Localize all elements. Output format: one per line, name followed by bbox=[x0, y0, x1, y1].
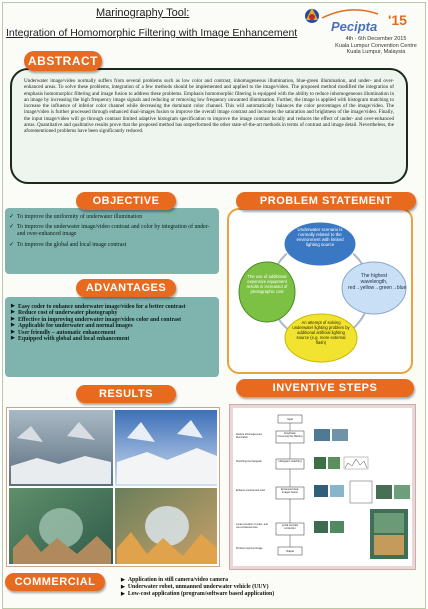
step-note: Reduce inhomogeneous illumination bbox=[236, 433, 262, 439]
event-venue: Kuala Lumpur Convention Centre bbox=[335, 42, 417, 49]
flow-box-label: Input bbox=[287, 418, 293, 421]
commercial-item-text: Low-cost application (program/software based application) bbox=[127, 591, 275, 598]
check-icon: ✓ bbox=[9, 224, 14, 231]
objective-item bbox=[9, 214, 215, 221]
advantage-item-text: User friendly – automatic enhancement bbox=[18, 329, 116, 336]
results-heading: RESULTS bbox=[76, 385, 176, 403]
arrow-bullet-icon: ▶ bbox=[11, 310, 15, 316]
commercial-heading: COMMERCIAL bbox=[5, 573, 105, 591]
results-photos bbox=[7, 408, 219, 566]
objective-item bbox=[9, 224, 215, 238]
objective-box bbox=[5, 208, 219, 274]
abstract-text: Underwater image/video normally suffers from several problems such as low color and contrast, inhomogeneous illumination, blue-green illumination, and under- and over-enhanced areas. To solve these problems, integration of a few methods should be implemented and applied to the image/video. The proposed method modified the integration of emphasis homomorphic filtering and image fusion to address these problems. Emphasis homomorphic filtering is equipped with the ability to reduce inhomogeneous illumination in an image by increasing the high frequency image signals and reducing or removing low frequency unwanted illumination. Further, the image is applied with histogram matching to increase the influence of inferior color channel while decreasing the dominant color channel. This will automatically balances the color percentages of the image/video. The image/video is further processed through enhanced dual-images fusion to improve the overall image contrast and increases the saturation and brightness of the image/video. Finally, the input image/video will go through contrast limited adaptive histogram specification to improve the image contrast locally and reduces the effect of under- and over-enhanced areas. Quantitative and qualitative results prove that the proposed method has outperformed the other state-of-the-art methods in terms of contrast and image detail. Nevertheless, the aforementioned problems have been significantly reduced. bbox=[24, 78, 394, 134]
results-image-grid bbox=[6, 407, 220, 567]
bubble-right-text: The highest wavelength, red→yellow→green→blue bbox=[348, 273, 407, 291]
event-name: Pecipta bbox=[331, 19, 378, 34]
event-details bbox=[330, 36, 422, 56]
flow-box-6 bbox=[278, 547, 302, 555]
flow-box-4 bbox=[276, 487, 304, 499]
event-dates: 4th - 6th December 2015 bbox=[345, 36, 407, 42]
arrow-bullet-icon: ▶ bbox=[11, 323, 15, 329]
advantage-item-text: Applicable for underwater and normal images bbox=[18, 323, 133, 330]
flow-box-label: Enhanced dual-images fusion bbox=[280, 488, 300, 494]
arrow-bullet-icon: ▶ bbox=[11, 336, 15, 342]
arrow-bullet-icon: ▶ bbox=[11, 304, 15, 309]
commercial-item-text: Underwater robot, unmanned underwater vehicle (UUV) bbox=[127, 584, 269, 591]
advantage-item bbox=[11, 336, 213, 342]
flowchart bbox=[230, 405, 415, 569]
flow-box-label: Histogram matching bbox=[278, 460, 302, 463]
problem-statement-box bbox=[227, 208, 413, 374]
flow-box-1 bbox=[278, 415, 302, 423]
advantages-heading: ADVANTAGES bbox=[76, 279, 176, 297]
advantage-item-text: Effective in improving underwater image/video color and contrast bbox=[18, 316, 182, 323]
objective-item-text: To improve the global and local image contrast bbox=[17, 241, 127, 248]
arrow-bullet-icon: ▶ bbox=[121, 578, 125, 583]
inventive-steps-diagram bbox=[229, 404, 416, 570]
objective-heading: OBJECTIVE bbox=[76, 192, 176, 210]
bubble-bottom-text: An attempt of solving underwater lighting problem by additional artificial lighting source (e.g. more external flash) bbox=[292, 320, 350, 345]
bubble-right bbox=[342, 262, 406, 314]
bubble-top bbox=[284, 222, 356, 266]
abstract-box bbox=[10, 68, 408, 184]
bubble-left bbox=[239, 262, 295, 322]
objective-item bbox=[9, 242, 215, 249]
advantage-item-text: Equipped with global and local enhancement bbox=[18, 336, 130, 343]
commercial-item-text: Application in still camera/video camera bbox=[127, 577, 229, 583]
poster-title: Marinography Tool: bbox=[96, 7, 190, 19]
commercial-item bbox=[121, 591, 274, 598]
step-note: Enhance contrast and color bbox=[236, 489, 266, 492]
bubble-bottom bbox=[285, 314, 357, 362]
check-icon: ✓ bbox=[9, 241, 14, 248]
check-icon: ✓ bbox=[9, 214, 14, 220]
objective-item-text: To improve the underwater image/video contrast and color by integration of under- and over-enhanced image bbox=[17, 224, 210, 238]
problem-statement-heading: PROBLEM STATEMENT bbox=[236, 192, 416, 210]
step-note: Local correction of under- and over-enhanced area bbox=[236, 523, 268, 529]
abstract-heading: ABSTRACT bbox=[24, 51, 102, 71]
bubble-left-text: The use of additional expensive equipment results in increased of photographic cost bbox=[246, 274, 288, 294]
flow-box-2 bbox=[276, 431, 304, 443]
arrow-bullet-icon: ▶ bbox=[121, 585, 125, 591]
poster-subtitle: Integration of Homomorphic Filtering with Image Enhancement bbox=[6, 27, 298, 39]
flow-box-label: Emphasis homomorphic filtering bbox=[277, 432, 303, 438]
event-year: '15 bbox=[388, 12, 407, 28]
arrow-bullet-icon: ▶ bbox=[11, 329, 15, 335]
arrow-bullet-icon: ▶ bbox=[121, 592, 125, 598]
commercial-list bbox=[121, 577, 274, 599]
problem-cycle-diagram bbox=[229, 210, 411, 372]
flow-box-label: Output bbox=[286, 550, 294, 553]
step-note: Produce improved image bbox=[236, 547, 263, 550]
arrow-bullet-icon: ▶ bbox=[11, 316, 15, 322]
flow-box-5 bbox=[276, 523, 304, 535]
advantage-item-text: Reduce cost of underwater photography bbox=[18, 310, 118, 317]
event-city: Kuala Lumpur, Malaysia bbox=[346, 49, 406, 55]
flow-box-3 bbox=[276, 459, 304, 469]
advantages-box bbox=[5, 297, 219, 377]
objective-item-text: To improve the uniformity of underwater illumination bbox=[17, 214, 143, 220]
step-thumbnails bbox=[314, 429, 410, 559]
bubble-top-text: Underwater scenario is normally related to the environment with limited lighting source bbox=[296, 227, 344, 247]
inventive-steps-heading: INVENTIVE STEPS bbox=[236, 379, 414, 397]
flow-box-label: Local contrast correction bbox=[281, 524, 299, 530]
advantage-item-text: Easy coder to enhance underwater image/video for a better contrast bbox=[18, 304, 186, 310]
step-note: Stretching the histogram bbox=[236, 460, 262, 463]
